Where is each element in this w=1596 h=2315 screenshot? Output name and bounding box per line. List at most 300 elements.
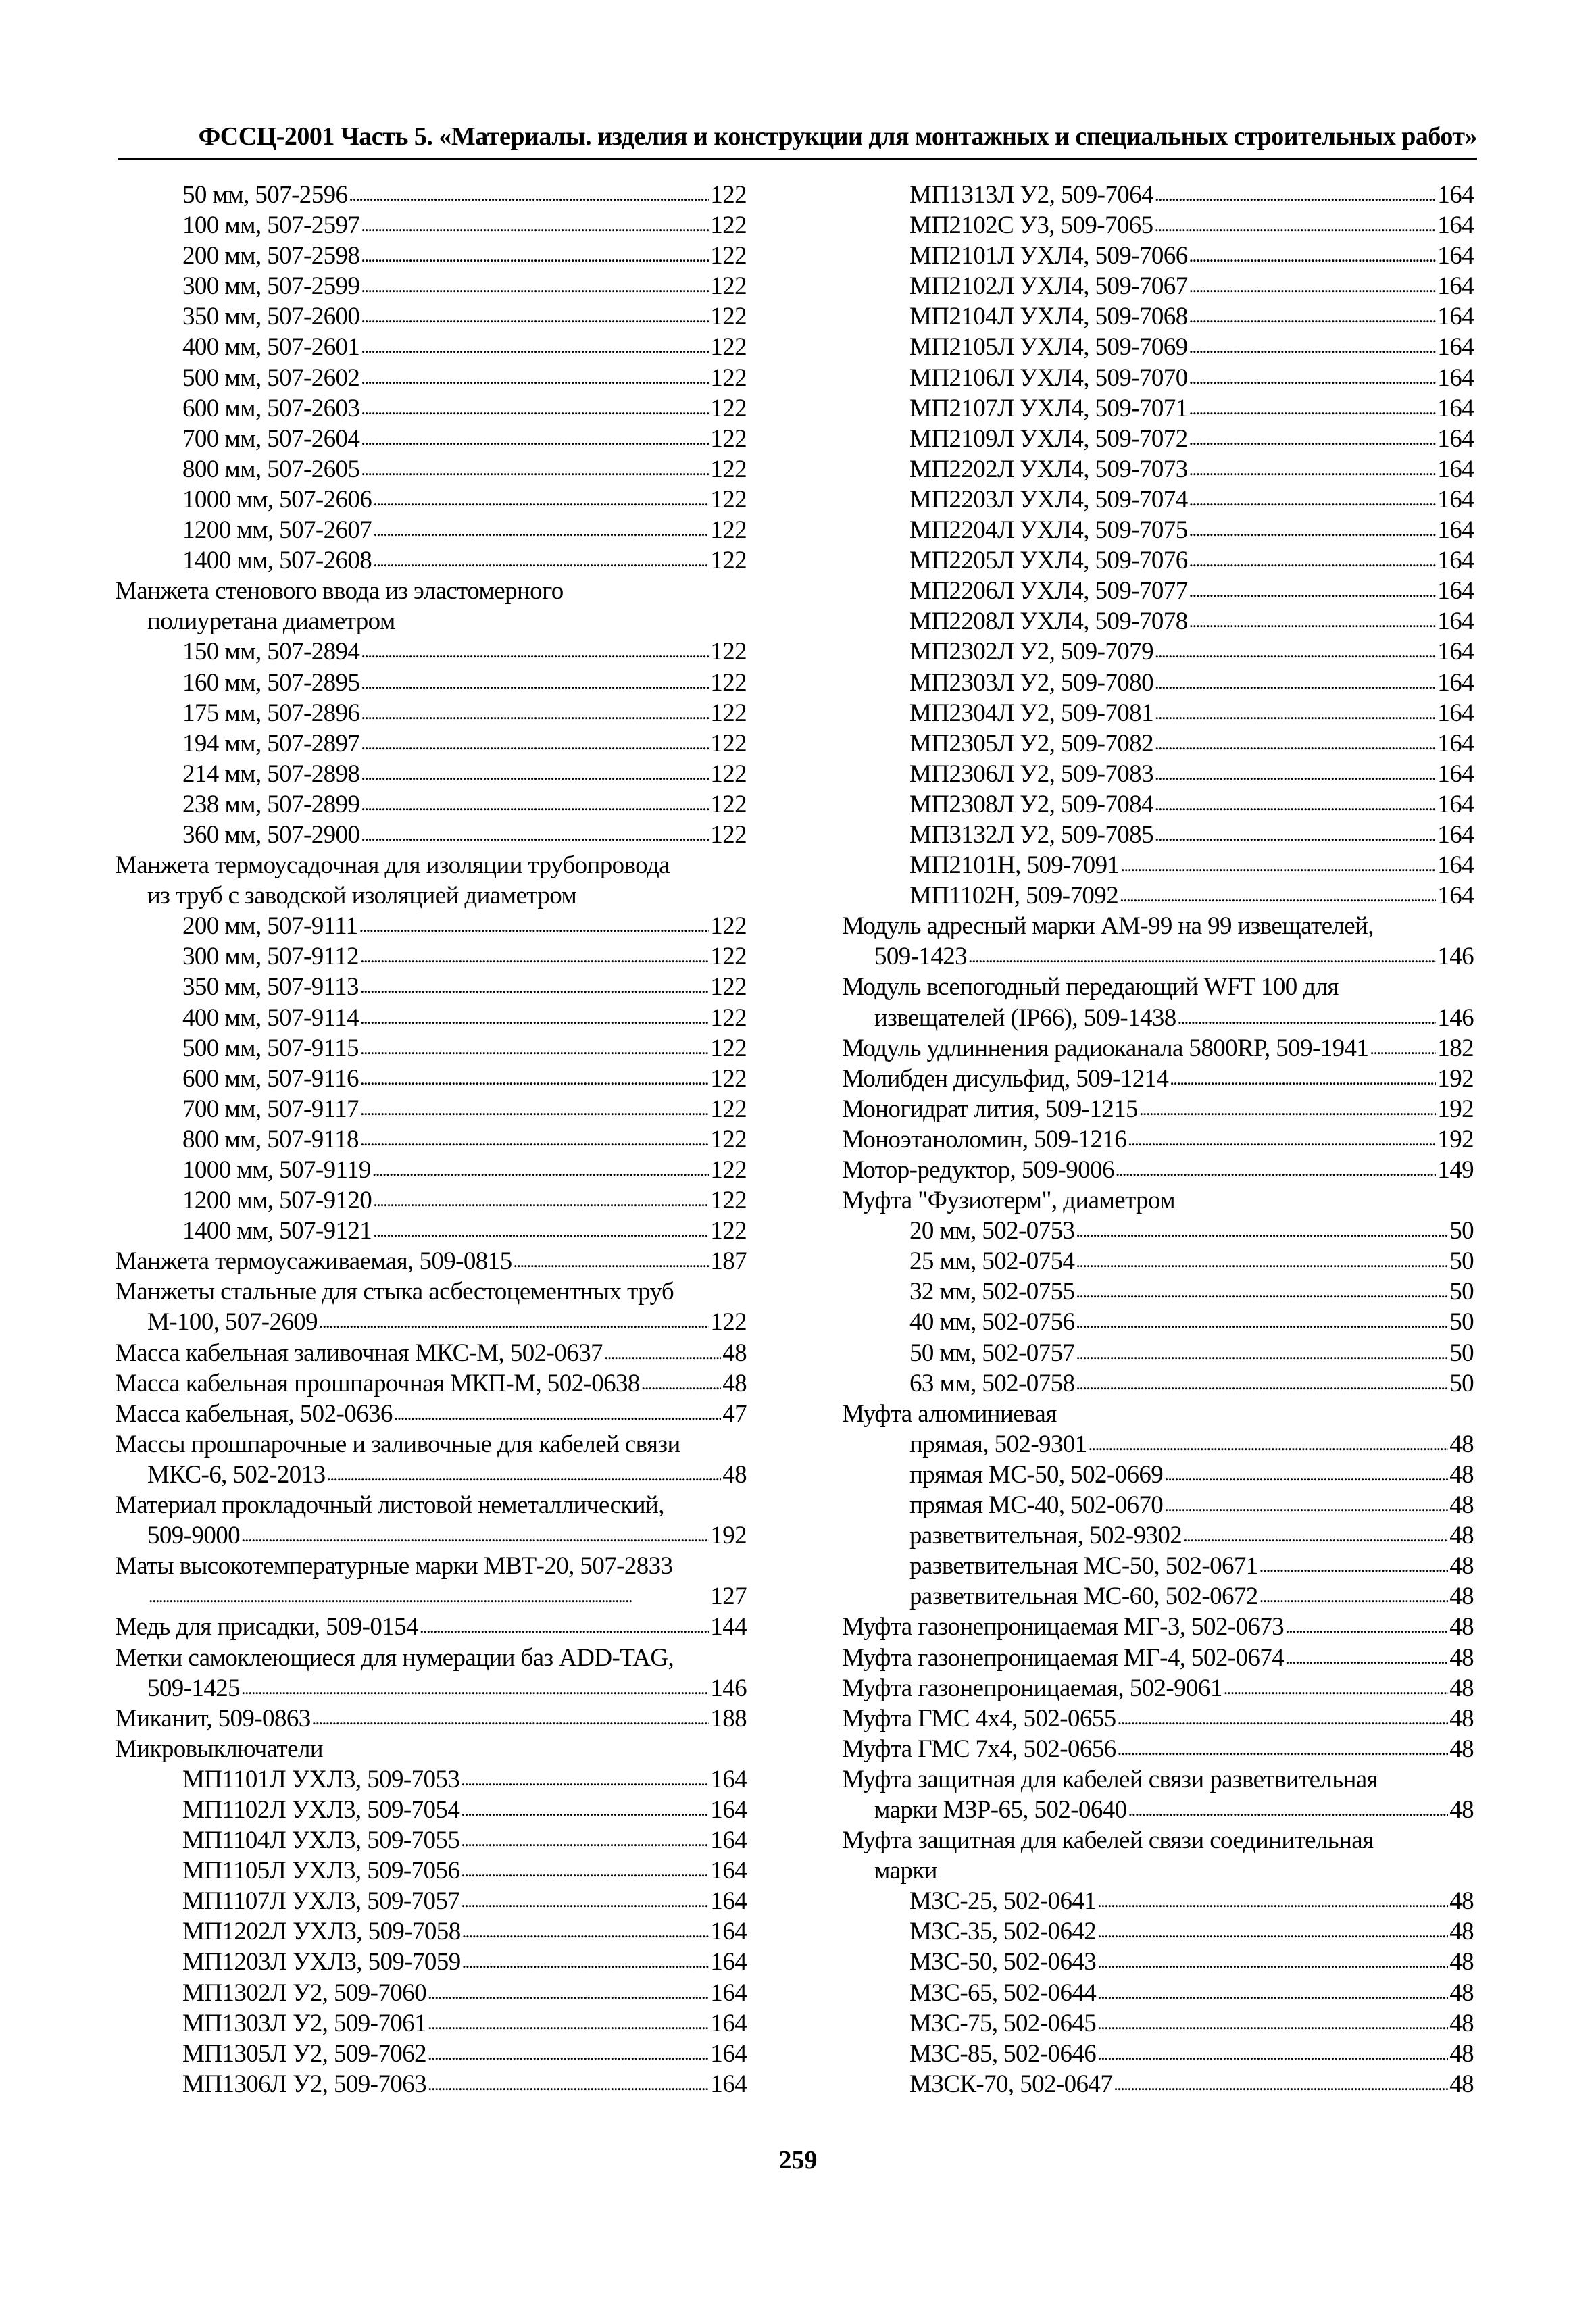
entry-page: 146 bbox=[710, 1674, 747, 1702]
entry-page: 122 bbox=[710, 424, 747, 453]
index-entry bbox=[115, 1490, 747, 1520]
index-entry bbox=[842, 1155, 1474, 1185]
entry-page: 164 bbox=[1437, 333, 1474, 362]
entry-label: МП2204Л УХЛ4, 509-7075 bbox=[909, 516, 1188, 545]
dot-leader bbox=[1155, 637, 1436, 667]
dot-leader bbox=[1370, 1033, 1436, 1064]
entry-label: 238 мм, 507-2899 bbox=[182, 790, 360, 818]
entry-page: 164 bbox=[1437, 181, 1474, 209]
entry-page: 192 bbox=[1437, 1095, 1474, 1123]
entry-label: МП3132Л У2, 509-7085 bbox=[909, 820, 1153, 849]
index-entry bbox=[115, 850, 747, 880]
entry-page: 122 bbox=[710, 455, 747, 483]
entry-label: Муфта газонепроницаемая МГ-4, 502-0674 bbox=[842, 1643, 1285, 1672]
entry-page: 164 bbox=[710, 1826, 747, 1855]
dot-leader bbox=[1189, 424, 1437, 454]
index-entry bbox=[115, 972, 747, 1002]
entry-page: 164 bbox=[1437, 272, 1474, 301]
entry-page: 122 bbox=[710, 1308, 747, 1337]
entry-label: 50 мм, 507-2596 bbox=[182, 181, 348, 209]
index-entry bbox=[115, 1307, 747, 1337]
entry-page: 48 bbox=[1449, 2070, 1474, 2098]
dot-leader bbox=[1118, 1734, 1449, 1764]
index-entry bbox=[842, 576, 1474, 606]
entry-page: 48 bbox=[1449, 1583, 1474, 1611]
entry-page: 122 bbox=[710, 181, 747, 209]
index-entry bbox=[115, 1916, 747, 1947]
index-entry bbox=[842, 1764, 1474, 1795]
entry-label: Массы прошпарочные и заливочные для кабелей связи bbox=[115, 1430, 680, 1458]
entry-label: МП1305Л У2, 509-7062 bbox=[182, 2039, 426, 2068]
entry-page: 122 bbox=[710, 638, 747, 666]
index-entry bbox=[842, 1886, 1474, 1916]
index-entry bbox=[842, 2069, 1474, 2099]
entry-page: 164 bbox=[1437, 760, 1474, 788]
dot-leader bbox=[1189, 515, 1437, 545]
entry-label: МЗС-25, 502-0641 bbox=[909, 1887, 1097, 1916]
entry-page: 164 bbox=[710, 1918, 747, 1946]
entry-label: МП2102Л УХЛ4, 509-7067 bbox=[909, 272, 1188, 301]
entry-label: прямая МС-40, 502-0670 bbox=[909, 1491, 1164, 1520]
entry-label: Моноэтаноломин, 509-1216 bbox=[842, 1125, 1127, 1153]
entry-label: Муфта алюминиевая bbox=[842, 1399, 1057, 1428]
index-entry bbox=[115, 941, 747, 972]
dot-leader bbox=[360, 1124, 709, 1155]
entry-label: 1000 мм, 507-2606 bbox=[182, 485, 372, 514]
entry-page: 122 bbox=[710, 699, 747, 727]
entry-label: 63 мм, 502-0758 bbox=[909, 1369, 1075, 1397]
dot-leader bbox=[1116, 1155, 1436, 1185]
dot-leader bbox=[319, 1307, 709, 1337]
entry-page: 48 bbox=[1449, 1674, 1474, 1702]
index-entry bbox=[842, 1490, 1474, 1520]
index-entry bbox=[115, 1064, 747, 1094]
dot-leader bbox=[461, 1795, 709, 1825]
entry-label: Молибден дисульфид, 509-1214 bbox=[842, 1064, 1169, 1093]
dot-leader bbox=[513, 1246, 709, 1276]
entry-page: 47 bbox=[722, 1399, 747, 1428]
entry-label: 500 мм, 507-2602 bbox=[182, 364, 360, 392]
entry-page: 164 bbox=[1437, 455, 1474, 483]
dot-leader bbox=[1097, 1947, 1448, 1977]
running-header: ФССЦ-2001 Часть 5. «Материалы. изделия и конструкции для монтажных и специальных строительных работ» bbox=[198, 122, 1477, 151]
entry-page: 48 bbox=[722, 1460, 747, 1489]
dot-leader bbox=[361, 301, 709, 332]
entry-page: 122 bbox=[710, 1064, 747, 1093]
entry-label: МП2102С У3, 509-7065 bbox=[909, 211, 1153, 240]
dot-leader bbox=[461, 1886, 709, 1916]
entry-page: 164 bbox=[710, 1887, 747, 1916]
index-entry bbox=[115, 1673, 747, 1703]
index-entry bbox=[115, 424, 747, 454]
dot-leader bbox=[326, 1460, 721, 1490]
entry-label: МП1102Л УХЛ3, 509-7054 bbox=[182, 1795, 460, 1824]
index-entry bbox=[115, 180, 747, 210]
dot-leader bbox=[373, 515, 709, 545]
entry-page: 48 bbox=[1449, 1460, 1474, 1489]
dot-leader bbox=[1128, 1124, 1436, 1155]
index-entry bbox=[115, 1520, 747, 1551]
entry-page: 164 bbox=[1437, 638, 1474, 666]
index-entry bbox=[842, 332, 1474, 362]
entry-label: 20 мм, 502-0753 bbox=[909, 1217, 1075, 1245]
index-entry bbox=[842, 515, 1474, 545]
dot-leader bbox=[1155, 820, 1436, 850]
entry-page: 48 bbox=[1449, 1735, 1474, 1763]
entry-page: 192 bbox=[710, 1522, 747, 1550]
entry-label: 700 мм, 507-9117 bbox=[182, 1095, 359, 1123]
index-entry bbox=[115, 759, 747, 789]
index-entry bbox=[115, 454, 747, 484]
index-entry bbox=[115, 1185, 747, 1216]
index-entry bbox=[842, 1856, 1474, 1886]
entry-label: Манжета термоусадочная для изоляции трубопровода bbox=[115, 851, 670, 880]
entry-page: 122 bbox=[710, 211, 747, 240]
entry-label: Масса кабельная заливочная МКС-М, 502-0637 bbox=[115, 1339, 603, 1367]
entry-page: 48 bbox=[1449, 2039, 1474, 2068]
index-entry bbox=[842, 1246, 1474, 1276]
entry-label: МП2304Л У2, 509-7081 bbox=[909, 699, 1153, 727]
index-entry bbox=[842, 820, 1474, 850]
dot-leader bbox=[361, 728, 709, 759]
dot-leader bbox=[428, 1978, 709, 2008]
header-rule bbox=[118, 158, 1477, 160]
dot-leader bbox=[1260, 1581, 1448, 1612]
entry-page: 48 bbox=[1449, 1522, 1474, 1550]
dot-leader bbox=[1076, 1276, 1448, 1307]
index-entry bbox=[115, 2069, 747, 2099]
dot-leader bbox=[1189, 363, 1437, 393]
index-entry bbox=[842, 1643, 1474, 1673]
dot-leader bbox=[372, 1155, 709, 1185]
entry-page: 164 bbox=[710, 1978, 747, 2007]
index-entry bbox=[842, 1978, 1474, 2008]
index-entry bbox=[842, 668, 1474, 698]
index-entry bbox=[842, 1003, 1474, 1033]
index-entry bbox=[115, 241, 747, 271]
entry-label: М-100, 507-2609 bbox=[147, 1308, 318, 1337]
entry-page: 50 bbox=[1449, 1339, 1474, 1367]
dot-leader bbox=[461, 1825, 709, 1856]
dot-leader bbox=[1128, 1795, 1449, 1825]
index-entry bbox=[842, 1551, 1474, 1581]
index-entry bbox=[115, 1703, 747, 1734]
index-entry bbox=[115, 1124, 747, 1155]
dot-leader bbox=[428, 2039, 709, 2069]
dot-leader bbox=[968, 941, 1436, 972]
entry-page: 48 bbox=[1449, 1643, 1474, 1672]
entry-page: 122 bbox=[710, 1187, 747, 1215]
entry-page: 50 bbox=[1449, 1369, 1474, 1397]
dot-leader bbox=[1076, 1338, 1448, 1368]
entry-page: 122 bbox=[710, 1125, 747, 1153]
dot-leader bbox=[1076, 1246, 1448, 1276]
entry-page: 127 bbox=[710, 1583, 747, 1611]
dot-leader bbox=[361, 698, 709, 728]
entry-label: марки bbox=[874, 1857, 937, 1885]
entry-label: 160 мм, 507-2895 bbox=[182, 668, 360, 697]
index-entry bbox=[842, 210, 1474, 241]
index-entry bbox=[842, 1033, 1474, 1064]
dot-leader bbox=[394, 1399, 721, 1429]
index-entry bbox=[842, 1368, 1474, 1399]
dot-leader bbox=[361, 637, 709, 667]
entry-page: 164 bbox=[1437, 882, 1474, 910]
index-entry bbox=[115, 1947, 747, 1977]
entry-label: 509-9000 bbox=[147, 1522, 241, 1550]
dot-leader bbox=[1097, 1916, 1448, 1947]
dot-leader bbox=[373, 484, 709, 515]
entry-label: 1400 мм, 507-2608 bbox=[182, 547, 372, 575]
entry-page: 48 bbox=[722, 1369, 747, 1397]
index-entry bbox=[115, 1094, 747, 1124]
entry-page: 48 bbox=[722, 1339, 747, 1367]
entry-label: МП2308Л У2, 509-7084 bbox=[909, 790, 1153, 818]
entry-label: Муфта защитная для кабелей связи соединительная bbox=[842, 1826, 1374, 1855]
entry-label: Мотор-редуктор, 509-9006 bbox=[842, 1156, 1114, 1184]
dot-leader bbox=[1155, 759, 1436, 789]
index-entry bbox=[842, 1094, 1474, 1124]
index-entry bbox=[842, 1520, 1474, 1551]
entry-label: Метки самоклеющиеся для нумерации баз ADD-TAG, bbox=[115, 1643, 674, 1672]
entry-page: 48 bbox=[1449, 1887, 1474, 1916]
index-entry bbox=[842, 1825, 1474, 1856]
dot-leader bbox=[604, 1338, 721, 1368]
entry-label: марки МЗР-65, 502-0640 bbox=[874, 1795, 1127, 1824]
dot-leader bbox=[1189, 484, 1437, 515]
entry-label: 300 мм, 507-9112 bbox=[182, 943, 359, 971]
dot-leader bbox=[1170, 1064, 1436, 1094]
entry-label: 1000 мм, 507-9119 bbox=[182, 1156, 371, 1184]
entry-page: 164 bbox=[1437, 242, 1474, 270]
dot-leader bbox=[1118, 1703, 1449, 1734]
entry-page: 122 bbox=[710, 973, 747, 1001]
dot-leader bbox=[360, 1033, 709, 1064]
entry-page: 164 bbox=[1437, 211, 1474, 240]
entry-label: прямая, 502-9301 bbox=[909, 1430, 1087, 1458]
entry-label: МП1105Л УХЛ3, 509-7056 bbox=[182, 1857, 460, 1885]
index-entry bbox=[842, 972, 1474, 1002]
entry-page: 164 bbox=[1437, 820, 1474, 849]
entry-page: 122 bbox=[710, 1095, 747, 1123]
entry-page: 122 bbox=[710, 820, 747, 849]
entry-label: 700 мм, 507-2604 bbox=[182, 424, 360, 453]
entry-page: 164 bbox=[1437, 668, 1474, 697]
index-entry bbox=[842, 1612, 1474, 1642]
entry-page: 164 bbox=[1437, 303, 1474, 331]
index-entry bbox=[115, 363, 747, 393]
index-entry bbox=[115, 728, 747, 759]
entry-label: 600 мм, 507-2603 bbox=[182, 394, 360, 422]
index-entry bbox=[115, 1551, 747, 1581]
entry-label: МП1203Л УХЛ3, 509-7059 bbox=[182, 1948, 461, 1976]
dot-leader bbox=[462, 1947, 709, 1977]
dot-leader bbox=[241, 1520, 709, 1551]
entry-page: 122 bbox=[710, 760, 747, 788]
index-entry bbox=[842, 2008, 1474, 2039]
index-entry bbox=[115, 789, 747, 820]
index-entry bbox=[842, 1795, 1474, 1825]
dot-leader bbox=[1097, 1886, 1448, 1916]
index-entry bbox=[115, 576, 747, 606]
entry-page: 122 bbox=[710, 272, 747, 301]
dot-leader bbox=[1224, 1673, 1448, 1703]
entry-label: Муфта "Фузиотерм", диаметром bbox=[842, 1187, 1176, 1215]
entry-page: 164 bbox=[1437, 547, 1474, 575]
index-entry bbox=[115, 1978, 747, 2008]
dot-leader bbox=[1164, 1460, 1448, 1490]
entry-page: 48 bbox=[1449, 1552, 1474, 1580]
index-entry bbox=[842, 454, 1474, 484]
index-entry bbox=[115, 1764, 747, 1795]
index-entry bbox=[842, 1124, 1474, 1155]
index-entry bbox=[842, 606, 1474, 637]
entry-label: МП2205Л УХЛ4, 509-7076 bbox=[909, 547, 1188, 575]
dot-leader bbox=[1189, 606, 1437, 637]
index-entry bbox=[842, 1947, 1474, 1977]
index-entry bbox=[115, 301, 747, 332]
entry-label: Модуль адресный марки АМ-99 на 99 извещателей, bbox=[842, 912, 1374, 941]
entry-page: 122 bbox=[710, 547, 747, 575]
entry-label: Масса кабельная прошпарочная МКП-М, 502-0638 bbox=[115, 1369, 640, 1397]
entry-page: 48 bbox=[1449, 1491, 1474, 1520]
entry-page: 192 bbox=[1437, 1064, 1474, 1093]
index-entry bbox=[842, 1276, 1474, 1307]
index-entry bbox=[842, 1185, 1474, 1216]
index-entry bbox=[842, 484, 1474, 515]
dot-leader bbox=[361, 210, 709, 241]
index-entry bbox=[115, 1216, 747, 1246]
entry-page: 144 bbox=[710, 1613, 747, 1641]
entry-page: 164 bbox=[1437, 394, 1474, 422]
entry-label: МП1104Л УХЛ3, 509-7055 bbox=[182, 1826, 460, 1855]
entry-label: 100 мм, 507-2597 bbox=[182, 211, 360, 240]
entry-label: 32 мм, 502-0755 bbox=[909, 1278, 1075, 1306]
dot-leader bbox=[1097, 2008, 1448, 2039]
entry-label: МП2104Л УХЛ4, 509-7068 bbox=[909, 303, 1188, 331]
dot-leader bbox=[361, 759, 709, 789]
entry-label: Муфта ГМС 4х4, 502-0655 bbox=[842, 1704, 1116, 1733]
entry-label: 400 мм, 507-2601 bbox=[182, 333, 360, 362]
index-entry bbox=[842, 789, 1474, 820]
index-entry bbox=[115, 1003, 747, 1033]
entry-label: МП2303Л У2, 509-7080 bbox=[909, 668, 1153, 697]
entry-label: 360 мм, 507-2900 bbox=[182, 820, 360, 849]
entry-label: Медь для присадки, 509-0154 bbox=[115, 1613, 418, 1641]
entry-page: 164 bbox=[1437, 424, 1474, 453]
index-entry bbox=[115, 1886, 747, 1916]
entry-page: 48 bbox=[1449, 1613, 1474, 1641]
dot-leader bbox=[1155, 180, 1436, 210]
dot-leader bbox=[1189, 271, 1437, 301]
entry-label: Муфта газонепроницаемая, 502-9061 bbox=[842, 1674, 1222, 1702]
entry-label: МЗС-50, 502-0643 bbox=[909, 1948, 1097, 1976]
page-number: 259 bbox=[778, 2146, 818, 2174]
entry-label: Материал прокладочный листовой неметаллический, bbox=[115, 1491, 664, 1520]
entry-page: 164 bbox=[710, 1765, 747, 1793]
dot-leader bbox=[361, 424, 709, 454]
entry-page: 122 bbox=[710, 790, 747, 818]
entry-page: 48 bbox=[1449, 1978, 1474, 2007]
entry-page: 122 bbox=[710, 668, 747, 697]
entry-label: Манжета термоусаживаемая, 509-0815 bbox=[115, 1247, 512, 1276]
index-entry bbox=[842, 1429, 1474, 1460]
entry-page: 50 bbox=[1449, 1308, 1474, 1337]
entry-label: разветвительная МС-50, 502-0671 bbox=[909, 1552, 1258, 1580]
entry-label: Манжета стенового ввода из эластомерного bbox=[115, 577, 564, 605]
entry-page: 122 bbox=[710, 333, 747, 362]
entry-page: 122 bbox=[710, 394, 747, 422]
entry-label: МП2302Л У2, 509-7079 bbox=[909, 638, 1153, 666]
index-entry bbox=[115, 637, 747, 667]
entry-label: Масса кабельная, 502-0636 bbox=[115, 1399, 393, 1428]
entry-label: МП2106Л УХЛ4, 509-7070 bbox=[909, 364, 1188, 392]
index-entry bbox=[842, 1307, 1474, 1337]
entry-label: 350 мм, 507-2600 bbox=[182, 303, 360, 331]
entry-page: 48 bbox=[1449, 1795, 1474, 1824]
index-entry bbox=[842, 941, 1474, 972]
dot-leader bbox=[361, 454, 709, 484]
entry-page: 122 bbox=[710, 1156, 747, 1184]
entry-page: 182 bbox=[1437, 1034, 1474, 1062]
entry-label: 25 мм, 502-0754 bbox=[909, 1247, 1075, 1276]
index-column-right bbox=[842, 180, 1474, 2099]
dot-leader bbox=[361, 820, 709, 850]
entry-label: МП2202Л УХЛ4, 509-7073 bbox=[909, 455, 1188, 483]
entry-label: МП2203Л УХЛ4, 509-7074 bbox=[909, 485, 1188, 514]
index-entry bbox=[115, 2039, 747, 2069]
entry-page: 164 bbox=[710, 1948, 747, 1976]
entry-label: 1200 мм, 507-2607 bbox=[182, 516, 372, 545]
index-entry bbox=[842, 180, 1474, 210]
index-entry bbox=[115, 1429, 747, 1460]
entry-page: 164 bbox=[710, 2039, 747, 2068]
entry-page: 48 bbox=[1449, 1918, 1474, 1946]
entry-page: 164 bbox=[1437, 851, 1474, 880]
dot-leader bbox=[360, 1094, 709, 1124]
index-entry bbox=[115, 911, 747, 941]
entry-label: МЗС-75, 502-0645 bbox=[909, 2009, 1097, 2037]
dot-leader bbox=[361, 332, 709, 362]
dot-leader bbox=[1155, 210, 1437, 241]
index-entry bbox=[842, 911, 1474, 941]
dot-leader bbox=[1189, 241, 1437, 271]
entry-label: МКС-6, 502-2013 bbox=[147, 1460, 326, 1489]
entry-label: Манжеты стальные для стыка асбестоцементных труб bbox=[115, 1278, 674, 1306]
dot-leader bbox=[1089, 1429, 1449, 1460]
dot-leader bbox=[349, 180, 709, 210]
dot-leader bbox=[1189, 576, 1437, 606]
index-entry bbox=[115, 2008, 747, 2039]
index-entry bbox=[842, 424, 1474, 454]
dot-leader bbox=[361, 789, 709, 820]
index-entry bbox=[115, 393, 747, 424]
entry-label: Миканит, 509-0863 bbox=[115, 1704, 311, 1733]
entry-label: 509-1423 bbox=[874, 943, 968, 971]
dot-leader bbox=[1155, 789, 1436, 820]
dot-leader bbox=[1155, 668, 1436, 698]
index-entry bbox=[842, 2039, 1474, 2069]
dot-leader bbox=[361, 393, 709, 424]
entry-page: 164 bbox=[710, 2009, 747, 2037]
dot-leader bbox=[1189, 393, 1437, 424]
entry-label: 194 мм, 507-2897 bbox=[182, 729, 360, 757]
index-entry bbox=[842, 637, 1474, 667]
index-entry bbox=[115, 820, 747, 850]
index-entry bbox=[115, 1581, 747, 1612]
entry-label: 50 мм, 502-0757 bbox=[909, 1339, 1075, 1367]
dot-leader bbox=[1260, 1551, 1448, 1581]
